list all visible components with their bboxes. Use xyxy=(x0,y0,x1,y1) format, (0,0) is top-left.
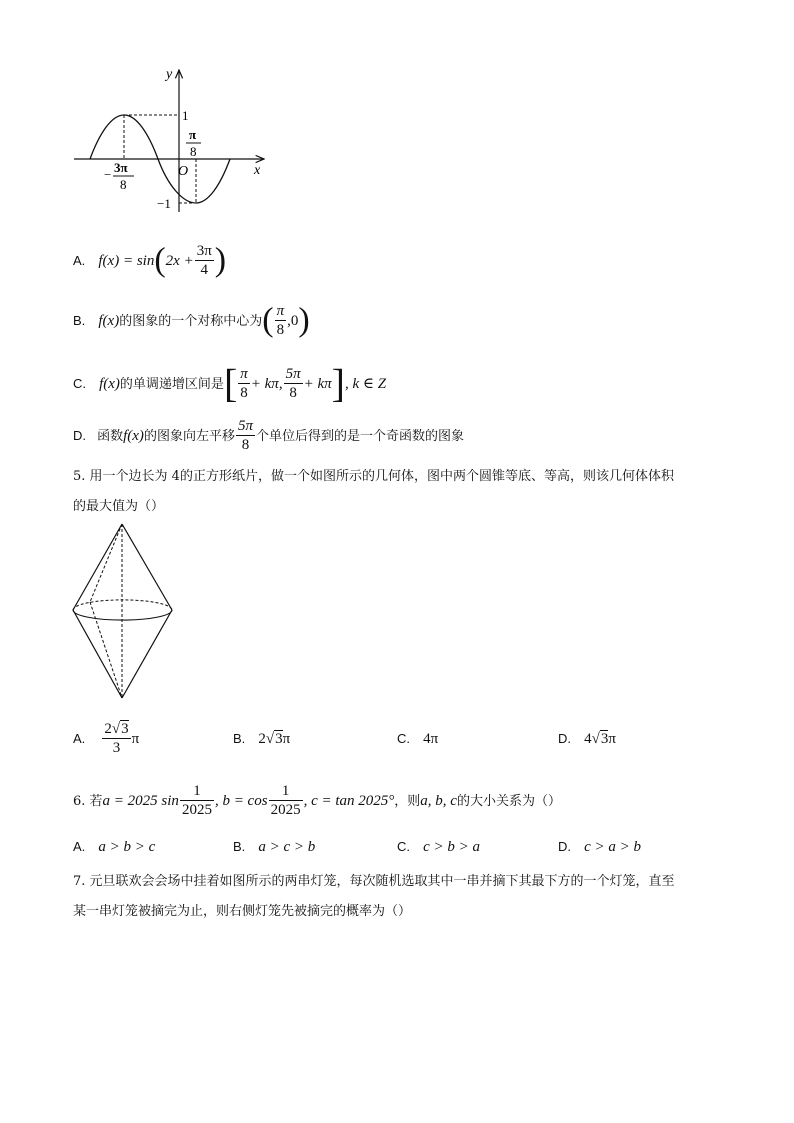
q4-option-c: C. f(x)的单调递增区间是[ $\frac{\pi}{8}$ + kπ, $\frac{5\pi}{8}$ + kπ], k ∈ Z xyxy=(73,360,387,406)
q7-stem-line1: 7. 元旦联欢会会场中挂着如图所示的两串灯笼，每次随机选取其中一串并摘下其最下方的一个灯笼，直至 xyxy=(73,874,675,889)
option-label: D. xyxy=(73,428,86,443)
frac-den: 3 xyxy=(112,740,121,756)
frac-num: 1 xyxy=(180,782,214,801)
option-value: a > b > c xyxy=(98,839,156,855)
q6-suffix: 的大小关系为（） xyxy=(456,794,561,809)
option-label: B. xyxy=(73,313,86,328)
tick-pi8-num: π xyxy=(189,127,197,142)
upper-cone-left-edge xyxy=(73,524,122,610)
coef: 4 xyxy=(584,731,592,747)
q4-option-a: A. f(x) = sin(2x + $\frac{3\pi}{4}$ ) xyxy=(73,241,227,279)
option-value: c > a > b xyxy=(584,839,641,855)
radicand: 3 xyxy=(600,731,609,747)
tick-neg3pi8-sign: − xyxy=(104,167,112,182)
option-label: A. xyxy=(73,839,86,854)
option-label: C. xyxy=(397,839,410,854)
q5-stem-line2: 的最大值为（） xyxy=(73,499,165,514)
radicand: 3 xyxy=(275,731,283,747)
q7-stem-line2: 某一串灯笼被摘完为止，则右侧灯笼先被摘完的概率为（） xyxy=(73,904,412,919)
frac-den: 4 xyxy=(200,262,208,278)
q6-a-expr: a = 2025 sin xyxy=(102,793,179,809)
q4-option-b: B. f(x)的图象的一个对称中心为( $\frac{\pi}{8}$ ,0) xyxy=(73,301,310,339)
q6-b-expr: , b = cos xyxy=(214,793,268,809)
q6-option-c xyxy=(397,836,480,856)
option-label: D. xyxy=(558,839,571,854)
option-d-text2: 个单位后得到的是一个奇函数的图象 xyxy=(255,429,464,444)
option-c-kpi2: + kπ xyxy=(303,376,332,392)
option-c-kpi1: + kπ, xyxy=(250,376,283,392)
frac-den: 8 xyxy=(289,385,297,401)
option-b-text: 的图象的一个对称中心为 xyxy=(119,314,263,329)
q6-prefix: 6. 若 xyxy=(73,794,103,809)
option-value: 4π xyxy=(423,731,439,747)
q4-option-d xyxy=(73,415,464,455)
frac-num: 5π xyxy=(237,418,253,434)
coef: 2 xyxy=(104,721,112,737)
option-b-tail: ,0 xyxy=(287,313,299,329)
frac-num: 1 xyxy=(269,782,303,801)
y-axis-label: y xyxy=(166,67,173,82)
double-cone-figure xyxy=(68,520,178,705)
sine-graph-figure xyxy=(68,62,278,222)
option-a-lhs: f(x) = sin xyxy=(98,253,155,269)
frac-num: π xyxy=(276,303,285,319)
q6-option-b xyxy=(233,836,315,856)
option-c-tail: , k ∈ Z xyxy=(344,376,387,392)
q5-option-b: B. 2√3π xyxy=(233,731,291,747)
tick-minus-one: −1 xyxy=(157,196,171,211)
option-label: A. xyxy=(73,253,86,268)
frac-den: 8 xyxy=(241,437,250,453)
tick-neg3pi8-num: 3π xyxy=(114,160,128,175)
tick-neg3pi8-den: 8 xyxy=(120,177,127,192)
q6-vars: a, b, c xyxy=(420,793,457,809)
q6-option-a xyxy=(73,836,155,856)
q5-option-d: D. 4√3π xyxy=(558,731,616,747)
inner-dashed-1 xyxy=(90,524,122,602)
pi: π xyxy=(608,731,616,747)
frac-den: 8 xyxy=(276,322,285,338)
option-label: C. xyxy=(397,731,410,746)
option-c-fx: f(x) xyxy=(99,376,120,392)
pi: π xyxy=(131,731,140,747)
option-d-pre: 函数 xyxy=(97,429,124,444)
option-a-inner: 2x + xyxy=(165,253,194,269)
q5-option-c xyxy=(397,716,438,760)
frac-num: π xyxy=(240,366,248,382)
q6-stem xyxy=(73,778,561,822)
q5-option-a: A. $\frac{2√3}{3}$ π xyxy=(73,721,140,756)
tick-pi8-den: 8 xyxy=(190,144,197,159)
frac-den: 2025 xyxy=(270,802,301,818)
radicand: 3 xyxy=(121,721,129,737)
frac-num: 5π xyxy=(285,366,301,382)
option-d-text1: 的图象向左平移 xyxy=(143,429,235,444)
option-d-fx: f(x) xyxy=(123,428,144,444)
tick-one: 1 xyxy=(182,108,189,123)
origin-label: O xyxy=(178,164,189,179)
option-value: c > b > a xyxy=(423,839,480,855)
q6-suffix-pre: ，则 xyxy=(394,794,421,809)
upper-cone-right-edge xyxy=(122,524,172,610)
option-label: B. xyxy=(233,731,246,746)
frac-den: 8 xyxy=(240,385,248,401)
q6-option-d xyxy=(558,836,641,856)
frac-num: 3π xyxy=(196,243,212,259)
option-label: B. xyxy=(233,839,246,854)
x-axis-label: x xyxy=(254,163,261,178)
option-label: C. xyxy=(73,376,86,391)
option-value: a > c > b xyxy=(258,839,316,855)
q6-c-expr: , c = tan 2025° xyxy=(303,793,395,809)
lower-cone-right-edge xyxy=(122,610,172,698)
coef: 2 xyxy=(258,731,266,747)
pi: π xyxy=(282,731,291,747)
option-c-text: 的单调递增区间是 xyxy=(119,377,224,392)
frac-den: 2025 xyxy=(181,802,212,818)
option-label: D. xyxy=(558,731,571,746)
option-label: A. xyxy=(73,731,86,746)
option-b-fx: f(x) xyxy=(98,313,120,329)
q5-stem-line1: 5. 用一个边长为 4的正方形纸片，做一个如图所示的几何体，图中两个圆锥等底、等高，则该几何体体积 xyxy=(73,469,674,484)
